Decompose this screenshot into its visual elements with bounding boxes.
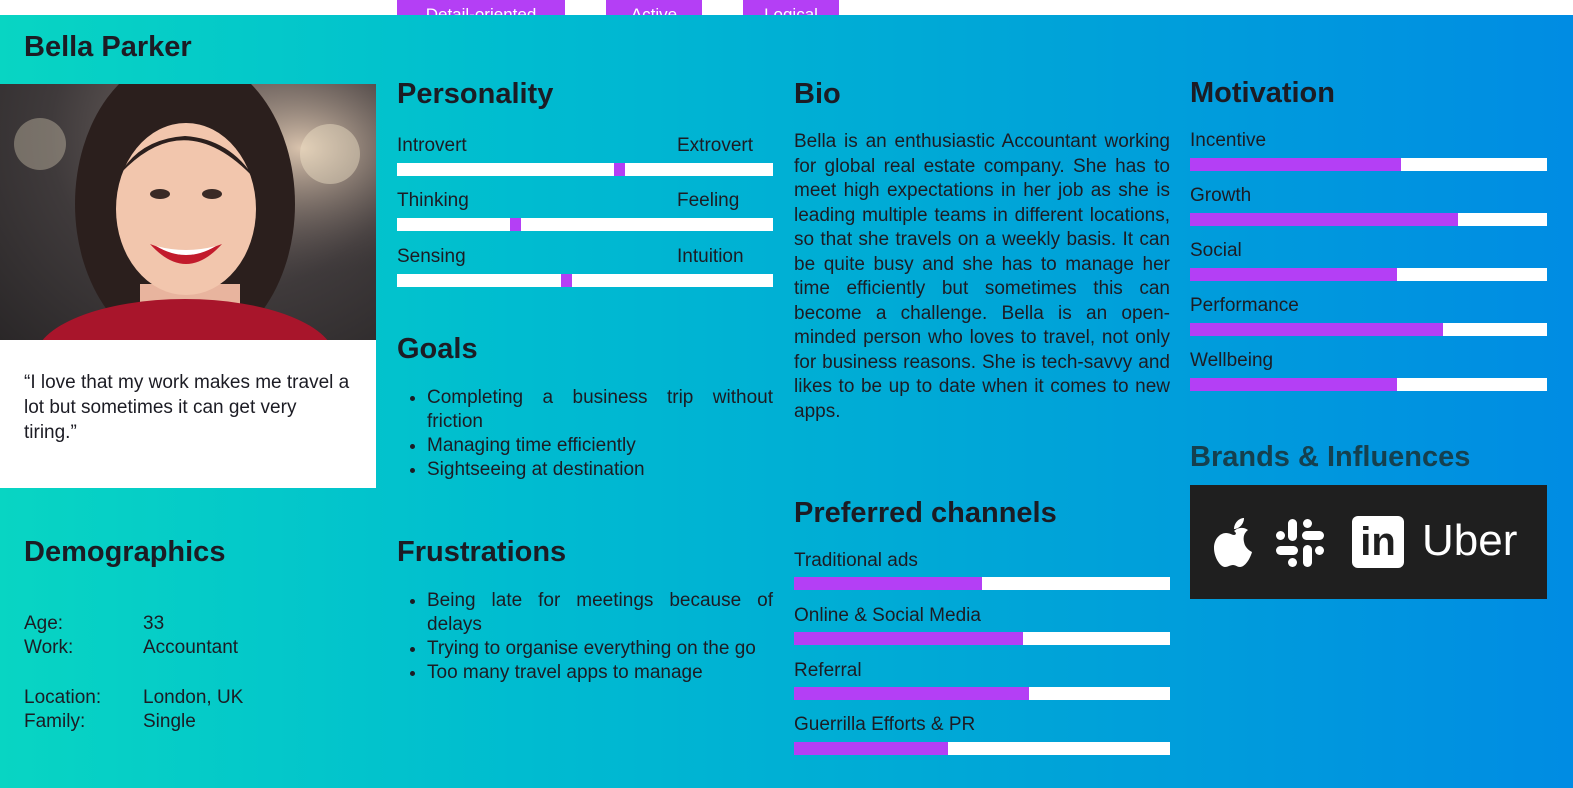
apple-logo-icon	[1212, 517, 1256, 569]
channel-bar-online-social	[794, 632, 1170, 645]
frustrations-list	[397, 589, 773, 685]
motivation-bar-incentive	[1190, 158, 1547, 171]
scale-right-label: Extrovert	[677, 135, 754, 156]
personality-track-sensing-intuition	[397, 274, 773, 287]
frustration-item: • Being late for meetings because of delays	[427, 589, 773, 637]
personality-marker	[510, 218, 521, 231]
channel-label: Online & Social Media	[794, 605, 981, 626]
channel-bar-traditional-ads	[794, 577, 1170, 590]
motivation-bar-fill	[1190, 323, 1443, 336]
motivation-bar-fill	[1190, 268, 1397, 281]
demographics-title: Demographics	[24, 536, 226, 568]
scale-left-label: Introvert	[397, 135, 467, 156]
channel-bar-guerrilla	[794, 742, 1170, 755]
motivation-bar-performance	[1190, 323, 1547, 336]
demo-age-key: Age:	[24, 613, 64, 634]
channel-bar-fill	[794, 687, 1029, 700]
motivation-bar-fill	[1190, 213, 1458, 226]
goals-list	[397, 386, 773, 482]
frustrations-title: Frustrations	[397, 536, 567, 568]
channel-label: Traditional ads	[794, 550, 918, 571]
channel-bar-fill	[794, 632, 1023, 645]
motivation-bar-wellbeing	[1190, 378, 1547, 391]
scale-right-label: Intuition	[677, 246, 744, 267]
scale-left-label: Sensing	[397, 246, 466, 267]
frustration-item: • Trying to organise everything on the go	[427, 637, 773, 661]
slack-logo-icon	[1274, 517, 1326, 569]
personality-marker	[614, 163, 625, 176]
motivation-bar-fill	[1190, 158, 1401, 171]
persona-quote: “I love that my work makes me travel a lot but sometimes it can get very tiring.”	[24, 372, 350, 443]
channel-bar-fill	[794, 742, 948, 755]
frustration-item: • Too many travel apps to manage	[427, 661, 773, 685]
bio-title: Bio	[794, 78, 841, 110]
bio-text: Bella is an enthusiastic Accountant working for global real estate company. She has to meet high expectations in her job as she is leading multiple teams in different locations, so that she travels on a weekly basis. It can be quite busy and she has to manage her time efficiently but sometimes this can become a challenge. Bella is an open-minded person who loves to travel, not only for business reasons. She is tech-savvy and likes to be up to date when it comes to new apps.	[794, 131, 1170, 422]
channel-bar-fill	[794, 577, 982, 590]
quote-card	[0, 340, 376, 488]
motivation-title: Motivation	[1190, 77, 1335, 109]
personality-track-introvert-extrovert	[397, 163, 773, 176]
channel-bar-referral	[794, 687, 1170, 700]
demo-work-key: Work:	[24, 637, 74, 658]
demo-family-value: Single	[143, 711, 196, 732]
motivation-label: Social	[1190, 240, 1242, 261]
brands-panel	[1190, 485, 1547, 599]
demo-age-value: 33	[143, 613, 165, 634]
demo-work-value: Accountant	[143, 637, 239, 658]
personality-marker	[561, 274, 572, 287]
uber-logo-icon: Uber	[1422, 516, 1518, 565]
demo-location-value: London, UK	[143, 687, 244, 708]
goal-item: • Managing time efficiently	[427, 434, 773, 458]
personality-title: Personality	[397, 78, 554, 110]
motivation-label: Wellbeing	[1190, 350, 1274, 371]
demo-family-key: Family:	[24, 711, 86, 732]
channel-label: Referral	[794, 660, 862, 681]
channel-label: Guerrilla Efforts & PR	[794, 714, 976, 735]
motivation-bar-social	[1190, 268, 1547, 281]
motivation-label: Growth	[1190, 185, 1252, 206]
motivation-bar-fill	[1190, 378, 1397, 391]
scale-right-label: Feeling	[677, 190, 740, 211]
goal-item: • Completing a business trip without friction	[427, 386, 773, 434]
demo-location-key: Location:	[24, 687, 102, 708]
channels-title: Preferred channels	[794, 497, 1057, 529]
linkedin-logo-text: in	[1360, 520, 1396, 564]
motivation-label: Incentive	[1190, 130, 1267, 151]
scale-left-label: Thinking	[397, 190, 469, 211]
linkedin-logo-icon	[1352, 516, 1404, 568]
personality-track-thinking-feeling	[397, 218, 773, 231]
motivation-bar-growth	[1190, 213, 1547, 226]
goal-item: • Sightseeing at destination	[427, 458, 773, 482]
persona-photo	[0, 84, 376, 340]
motivation-label: Performance	[1190, 295, 1299, 316]
persona-name: Bella Parker	[24, 31, 192, 63]
portrait-illustration	[0, 84, 376, 340]
persona-canvas	[0, 15, 1573, 788]
goals-title: Goals	[397, 333, 478, 365]
brands-title: Brands & Influences	[1190, 441, 1471, 473]
